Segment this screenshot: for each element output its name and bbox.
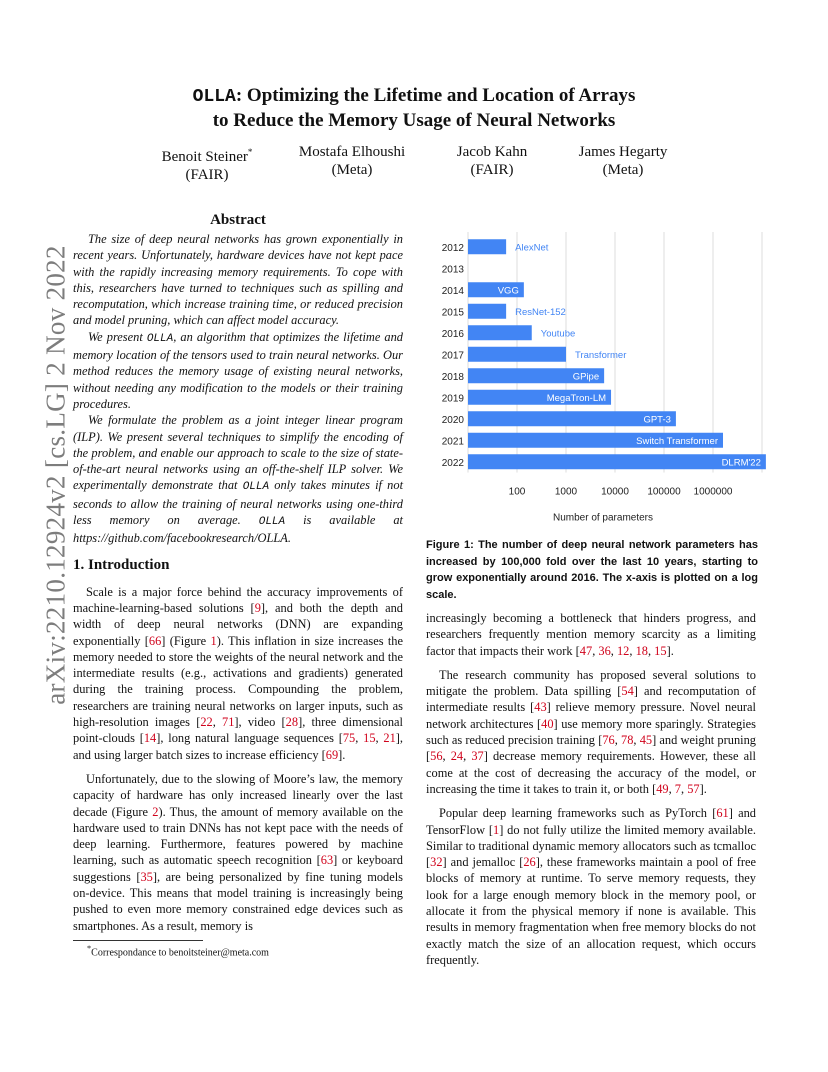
citation-link[interactable]: 26 [523,855,536,870]
bar-label: VGG [497,285,519,297]
author-1 [162,143,253,184]
citation-link[interactable]: 49 [656,781,669,796]
figure-1-chart [426,228,770,528]
bar-label: AlexNet [515,242,549,254]
x-tick-label: 10000 [601,486,629,498]
footnote-divider [73,940,203,941]
citation-link[interactable]: 36 [598,643,611,658]
y-tick-label: 2015 [441,307,464,319]
citation-link[interactable]: 78 [621,733,634,748]
abstract-paragraph-2: We present OLLA, an algorithm that optimizes the lifetime and memory location of the tensors used to train neural networks. Our method reduces the memory usage of existing neural networks, without needing any modification to the models or their training procedures. [73,329,403,411]
citation-link[interactable]: 37 [471,749,484,764]
author-affiliation: (FAIR) [185,167,229,183]
y-tick-label: 2017 [441,350,464,362]
figure-1-caption: Figure 1: The number of deep neural network parameters has increased by 100,000 fold over the last 10 years, starting to grow exponentially around 2016. The x-axis is plotted on a log scale. [426,539,758,601]
y-tick-label: 2013 [441,264,464,276]
citation-link[interactable]: 63 [320,853,334,868]
citation-link[interactable]: 71 [222,715,235,730]
bar-label: Transformer [575,349,627,361]
bar [468,325,532,340]
citation-link[interactable]: 32 [430,855,443,870]
citation-link[interactable]: 40 [541,716,554,731]
title-line2: to Reduce the Memory Usage of Neural Networks [212,110,616,131]
citation-link[interactable]: 15 [654,643,667,658]
bar-label: GPT-3 [643,414,671,426]
bar [468,347,566,362]
figure-link[interactable]: 1 [210,633,217,648]
citation-link[interactable]: 1 [493,822,500,837]
right-paragraph-2: The research community has proposed several solutions to mitigate the problem. Data spilling [54] and recomputation of intermediate results [43] relieve memory pressure. Novel neural network architectures [40] use memory more sparingly. Strategies such as reduced precision training [76, 78, 45] and weight pruning [56, 24, 37] decrease memory requirements. However, these all come at the cost of decreasing the accuracy of the model, or increasing the time it takes to train it, or both [49, 7, 57]. [426,667,756,796]
bar-label: ResNet-152 [515,306,566,318]
title-olla: OLLA [192,87,236,107]
intro-paragraph-2: Unfortunately, due to the slowing of Moore’s law, the memory capacity of hardware has only increased linearly over the last decade (Figure 2). Thus, the amount of memory available on the hardware used to train DNNs has not kept pace with the needs of deep learning. Furthermore, features powered by machine learning, such as automatic speech recognition [63] or keyboard suggestions [35], are being personalized by fine tuning models on-device. This means that model training is increasingly being pushed to even more memory constrained edge devices such as smartphones. As a result, memory is [73,771,404,933]
x-axis-label: Number of parameters [552,512,654,524]
x-tick-label: 100 [508,486,526,498]
author-2 [299,143,405,179]
bar-label: GPipe [572,371,600,383]
bar-label: DLRM'22 [721,457,761,469]
arxiv-identifier: arXiv:2210.12924v2 [cs.LG] 2 Nov 2022 [40,245,71,705]
y-tick-label: 2016 [441,328,464,340]
citation-link[interactable]: 12 [616,643,630,658]
y-tick-label: 2020 [441,414,464,426]
bar-chart [426,228,770,528]
citation-link[interactable]: 18 [635,643,648,658]
citation-link[interactable]: 35 [140,869,153,884]
citation-link[interactable]: 7 [674,781,681,796]
author-affiliation: (FAIR) [470,162,514,178]
bar [468,304,506,319]
citation-link[interactable]: 15 [363,731,376,746]
citation-link[interactable]: 21 [383,731,396,746]
y-tick-label: 2018 [441,371,464,383]
citation-link[interactable]: 57 [687,781,700,796]
title-line1: : Optimizing the Lifetime and Location of Arrays [235,85,636,106]
citation-link[interactable]: 76 [602,733,615,748]
author-3 [457,143,527,179]
footnote: *Correspondance to benoitsteiner@meta.com [87,943,269,959]
right-paragraph-1: increasingly becoming a bottleneck that hinders progress, and researchers frequently mention memory scarcity as a limiting factor that impacts their work [47, 36, 12, 18, 15]. [426,611,756,658]
citation-link[interactable]: 69 [325,747,339,762]
olla-name: OLLA [242,481,270,494]
bar-label: Switch Transformer [636,435,719,447]
citation-link[interactable]: 28 [285,715,299,730]
y-tick-label: 2012 [441,242,464,254]
citation-link[interactable]: 22 [200,715,213,730]
abstract-heading: Abstract [210,212,266,228]
citation-link[interactable]: 54 [621,684,634,699]
author-name: Benoit Steiner [161,149,248,165]
y-tick-label: 2022 [441,457,464,469]
citation-link[interactable]: 56 [430,749,443,764]
citation-link[interactable]: 24 [450,749,464,764]
x-tick-label: 1000000 [693,486,733,498]
author-affiliation: (Meta) [602,162,644,178]
author-name: Jacob Kahn [456,144,528,160]
bar-label: MegaTron-LM [546,392,607,404]
intro-paragraph-1: Scale is a major force behind the accuracy improvements of machine-learning-based solutions [9], and both the depth and width of deep neural networks (DNN) are expanding exponentially [66] (Figure 1). This inflation in size increases the memory needed to store the weights of the neural network and the intermediate results (e.g., activations and gradients) generated during the training process. Compounding the problem, researchers are training neural networks on larger inputs, such as high-resolution images [22, 71], video [28], three dimensional point-clouds [14], long natural language sequences [75, 15, 21], and using larger batch sizes to increase efficiency [69]. [73,584,404,762]
author-name: Mostafa Elhoushi [298,144,406,160]
y-tick-label: 2021 [441,436,464,448]
citation-link[interactable]: 47 [579,643,593,658]
bar-label: Youtube [540,328,576,340]
author-affiliation: (Meta) [331,162,373,178]
olla-name: OLLA [146,332,174,345]
citation-link[interactable]: 14 [143,731,157,746]
footnote-mark: * [247,147,253,157]
right-paragraph-3: Popular deep learning frameworks such as PyTorch [61] and TensorFlow [1] do not fully utilize the limited memory available. Similar to traditional dynamic memory allocators such as tcmalloc [32] and jemalloc [26], these frameworks maintain a pool of free blocks of memory at runtime. To serve memory requests, they look for a large enough memory block in the memory pool, or allocate it from the physical memory if none is available. This results in memory fragmentation when free memory blocks do not exactly match the size of an allocation request, which occurs frequently. [426,806,756,967]
y-tick-label: 2014 [441,285,464,297]
right-column [426,610,756,968]
figure-link[interactable]: 2 [152,804,159,819]
paper-title [0,84,828,133]
x-tick-label: 100000 [647,486,681,498]
citation-link[interactable]: 9 [254,600,261,615]
citation-link[interactable]: 61 [716,806,729,821]
author-name: James Hegarty [578,144,668,160]
citation-link[interactable]: 43 [534,700,547,715]
abstract-paragraph-3: We formulate the problem as a joint integer linear program (ILP). We present several techniques to simplify the encoding of the problem, and enable our approach to scale to the size of state-of-the-art neural networks using an off-the-shelf ILP solver. We experimentally demonstrate that OLLA only takes minutes if not seconds to allow the training of neural networks using one-third less memory on average. OLLA is available at https://github.com/facebookresearch/OLLA. [73,413,404,546]
abstract-paragraph-1: The size of deep neural networks has grown exponentially in recent years. Unfortunately, hardware devices have not kept pace with the rapidly increasing memory requirements. To cope with this, researchers have turned to techniques such as spilling and recomputation, which increase training time, or reduced precision and model pruning, which can affect model accuracy. [73,232,403,328]
citation-link[interactable]: 45 [639,733,653,748]
section-heading-introduction: 1. Introduction [73,556,170,573]
citation-link[interactable]: 66 [148,633,162,648]
x-tick-label: 1000 [554,486,578,498]
citation-link[interactable]: 75 [342,731,356,746]
left-column [73,212,403,958]
y-tick-label: 2019 [441,393,464,405]
olla-name: OLLA [258,516,286,529]
bar [468,239,506,254]
author-4 [579,143,668,179]
